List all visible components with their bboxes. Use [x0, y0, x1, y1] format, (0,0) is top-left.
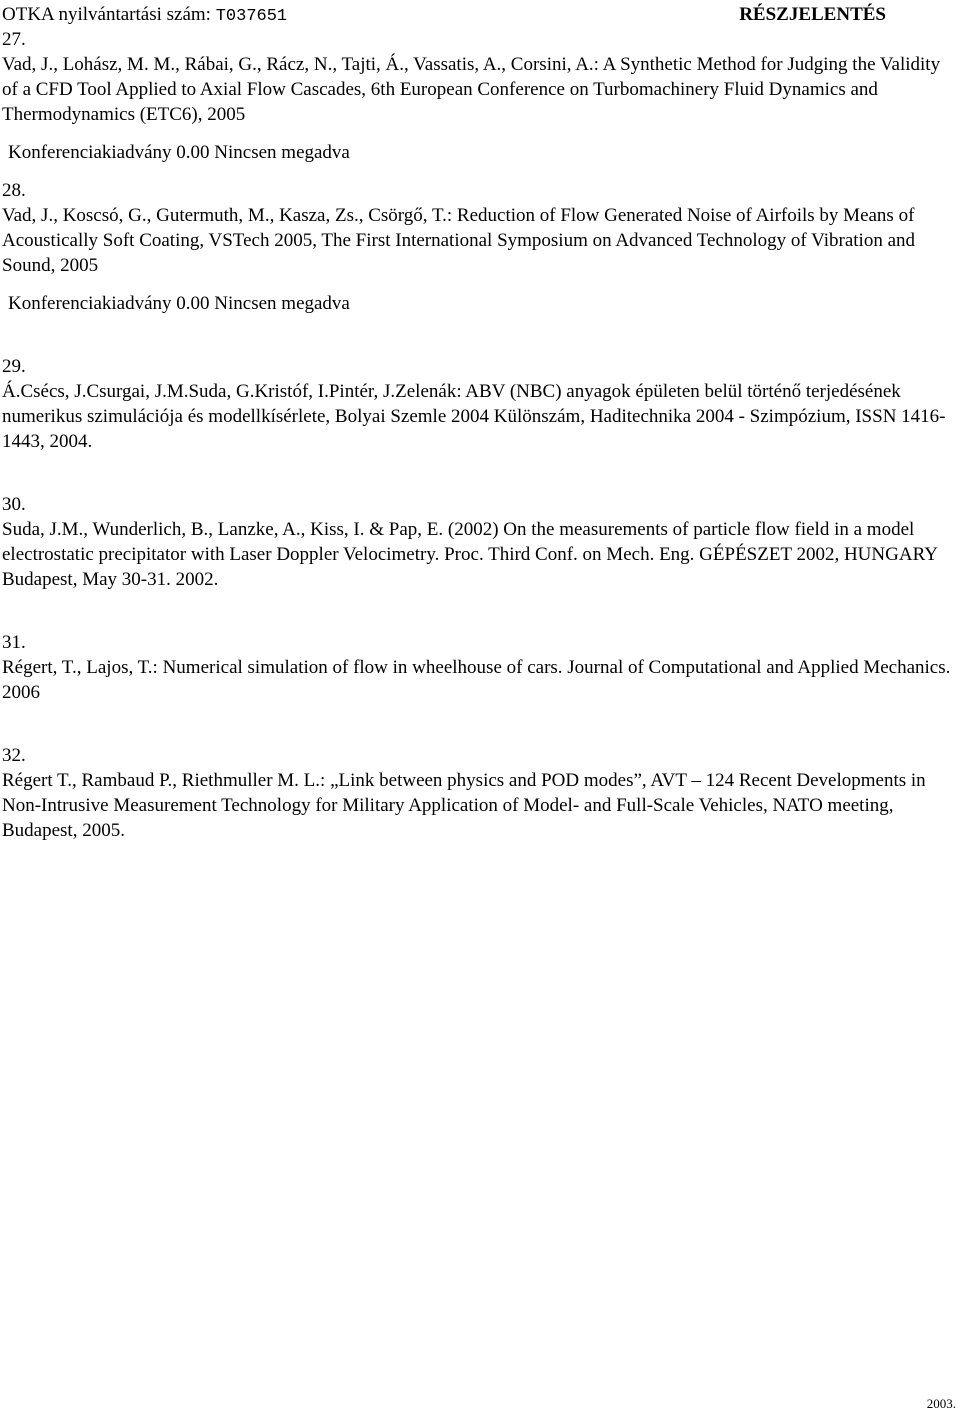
entry-number: 27. [2, 29, 26, 50]
publication-entry-29 [2, 354, 960, 454]
entry-citation: Vad, J., Lohász, M. M., Rábai, G., Rácz, N., Tajti, Á., Vassatis, A., Corsini, A.: A Synthetic Method for Judging the Validity of a CFD Tool Applied to Axial Flow Cascades, 6th European Conference on Turbomachinery Fluid Dynamics and Thermodynamics (ETC6), 2005 [2, 54, 941, 125]
page-footer-year: 2003. [926, 1396, 956, 1411]
publication-list [2, 27, 960, 843]
registration-label: OTKA nyilvántartási szám: [2, 4, 216, 25]
publication-entry-27 [2, 27, 960, 165]
entry-number: 28. [2, 180, 26, 201]
entry-citation: Suda, J.M., Wunderlich, B., Lanzke, A., Kiss, I. & Pap, E. (2002) On the measurements of particle flow field in a model electrostatic precipitator with Laser Doppler Velocimetry. Proc. Third Conf. on Mech. Eng. GÉPÉSZET 2002, HUNGARY Budapest, May 30-31. 2002. [2, 519, 938, 590]
entry-number: 31. [2, 632, 26, 653]
entry-citation: Á.Csécs, J.Csurgai, J.M.Suda, G.Kristóf, I.Pintér, J.Zelenák: ABV (NBC) anyagok épületen belül történő terjedésének numerikus szimulációja és modellkísérlete, Bolyai Szemle 2004 Különszám, Haditechnika 2004 - Szimpózium, ISSN 1416-1443, 2004. [2, 381, 946, 452]
entry-number: 32. [2, 745, 26, 766]
entry-citation: Vad, J., Koscsó, G., Gutermuth, M., Kasza, Zs., Csörgő, T.: Reduction of Flow Generated Noise of Airfoils by Means of Acoustically Soft Coating, VSTech 2005, The First International Symposium on Advanced Technology of Vibration and Sound, 2005 [2, 205, 916, 276]
publication-entry-28 [2, 178, 960, 316]
publication-entry-32 [2, 743, 960, 843]
publication-entry-30 [2, 492, 960, 592]
entry-citation: Régert, T., Lajos, T.: Numerical simulation of flow in wheelhouse of cars. Journal of Computational and Applied Mechanics. 2006 [2, 657, 951, 703]
entry-number: 30. [2, 494, 26, 515]
registration-code: T037651 [215, 7, 288, 26]
page-header [2, 2, 886, 27]
publication-entry-31 [2, 630, 960, 705]
report-type-label: RÉSZJELENTÉS [739, 4, 886, 25]
registration-number [2, 2, 287, 29]
entry-conference-note: Konferenciakiadvány 0.00 Nincsen megadva [8, 142, 350, 163]
entry-conference-note: Konferenciakiadvány 0.00 Nincsen megadva [8, 293, 350, 314]
entry-citation: Régert T., Rambaud P., Riethmuller M. L.: „Link between physics and POD modes”, AVT – 124 Recent Developments in Non-Intrusive Measurement Technology for Military Application of Model- and Full-Scale Vehicles, NATO meeting, Budapest, 2005. [2, 770, 926, 841]
entry-number: 29. [2, 356, 26, 377]
